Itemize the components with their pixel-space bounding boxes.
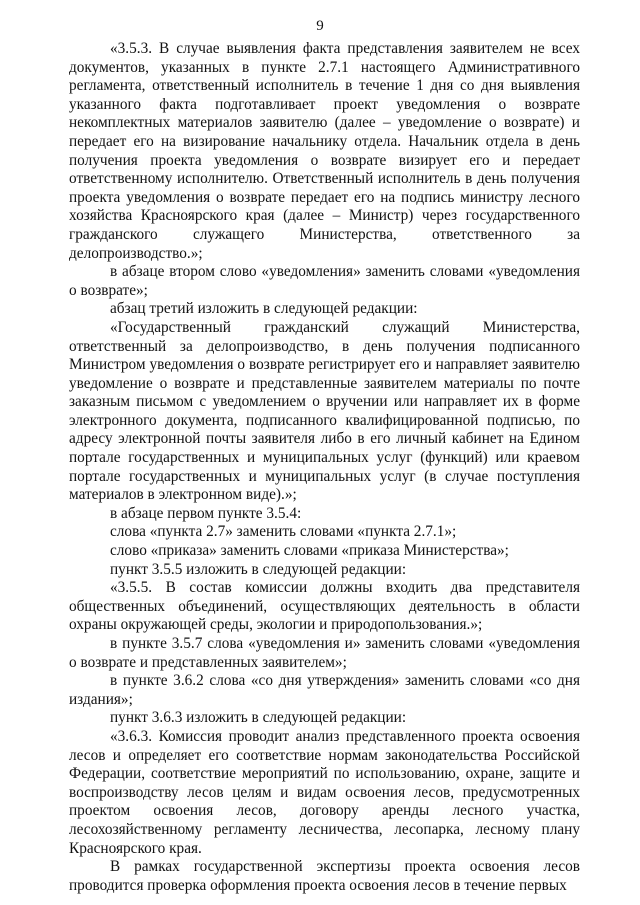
paragraph-amend-3-5-4: в абзаце первом пункте 3.5.4: bbox=[110, 504, 302, 522]
paragraph-3-5-5-text: «3.5.5. В состав комиссии должны входить два представителя общественных объединений, осуществляющих деятельность в области охраны окружающей среды, экологии и природопользования.»; bbox=[69, 579, 580, 634]
paragraph-replace-punkt: слова «пункта 2.7» заменить словами «пункта 2.7.1»; bbox=[110, 523, 457, 541]
paragraph-3-5-3: «3.5.3. В случае выявления факта представления заявителем не всех документов, указанных в пункте 2.7.1 настоящего Административного регламента, ответственный исполнитель в течение 1 дня со дня выявления указанного факта подготавливает проект уведомления о возврате некомплектных материалов заявителю (далее – уведомление о возврате) и передает его на визирование начальнику отдела. Начальник отдела в день получения проекта уведомления о возврате визирует его и передает ответственному исполнителю. Ответственный исполнитель в день получения проекта уведомления о возврате передает его на подпись министру лесного хозяйства Красноярского края (далее – Министр) через государственного гражданского служащего Министерства, ответственного за делопроизводство.»; bbox=[69, 40, 580, 262]
page-number: 9 bbox=[316, 18, 324, 34]
paragraph-amend-3-6-3: пункт 3.6.3 изложить в следующей редакции: bbox=[110, 709, 407, 727]
paragraph-abzac-3-text: «Государственный гражданский служащий Министерства, ответственный за делопроизводство, в день получения подписанного Министром уведомления о возврате регистрирует его и направляет заявителю уведомление о возврате и представленные заявителем материалы по почте заказным письмом с уведомлением о вручении или направляет их в форме электронного документа, подписанного квалифицированной подписью, по адресу электронной почты заявителя либо в его личный кабинет на Едином портале государственных и муниципальных услуг (функций) или краевом портале государственных и муниципальных услуг (в случае поступления материалов в электронном виде).»; bbox=[69, 318, 580, 504]
paragraph-amend-abzac-3: абзац третий изложить в следующей редакции: bbox=[110, 300, 418, 318]
paragraph-amend-3-5-7: в пункте 3.5.7 слова «уведомления и» заменить словами «уведомления о возврате и представленных заявителем»; bbox=[69, 635, 580, 671]
paragraph-expertise: В рамках государственной экспертизы проекта освоения лесов проводится проверка оформления проекта освоения лесов в течение первых bbox=[69, 858, 580, 894]
paragraph-3-6-3-text: «3.6.3. Комиссия проводит анализ представленного проекта освоения лесов и определяет его соответствие нормам законодательства Российской Федерации, соответствие мероприятий по использованию, охране, защите и воспроизводству лесов целям и видам освоения лесов, предусмотренных проектом освоения лесов, договору аренды лесного участка, лесохозяйственному регламенту лесничества, лесопарка, лесному плану Красноярского края. bbox=[69, 727, 580, 857]
paragraph-replace-prikaz: слово «приказа» заменить словами «приказа Министерства»; bbox=[110, 542, 509, 560]
paragraph-amend-3-5-5: пункт 3.5.5 изложить в следующей редакции: bbox=[110, 560, 407, 578]
paragraph-amend-3-6-2: в пункте 3.6.2 слова «со дня утверждения» заменить словами «со дня издания»; bbox=[69, 672, 580, 708]
paragraph-amend-abzac-2: в абзаце втором слово «уведомления» заменить словами «уведомления о возврате»; bbox=[69, 263, 580, 299]
document-body bbox=[69, 40, 580, 895]
